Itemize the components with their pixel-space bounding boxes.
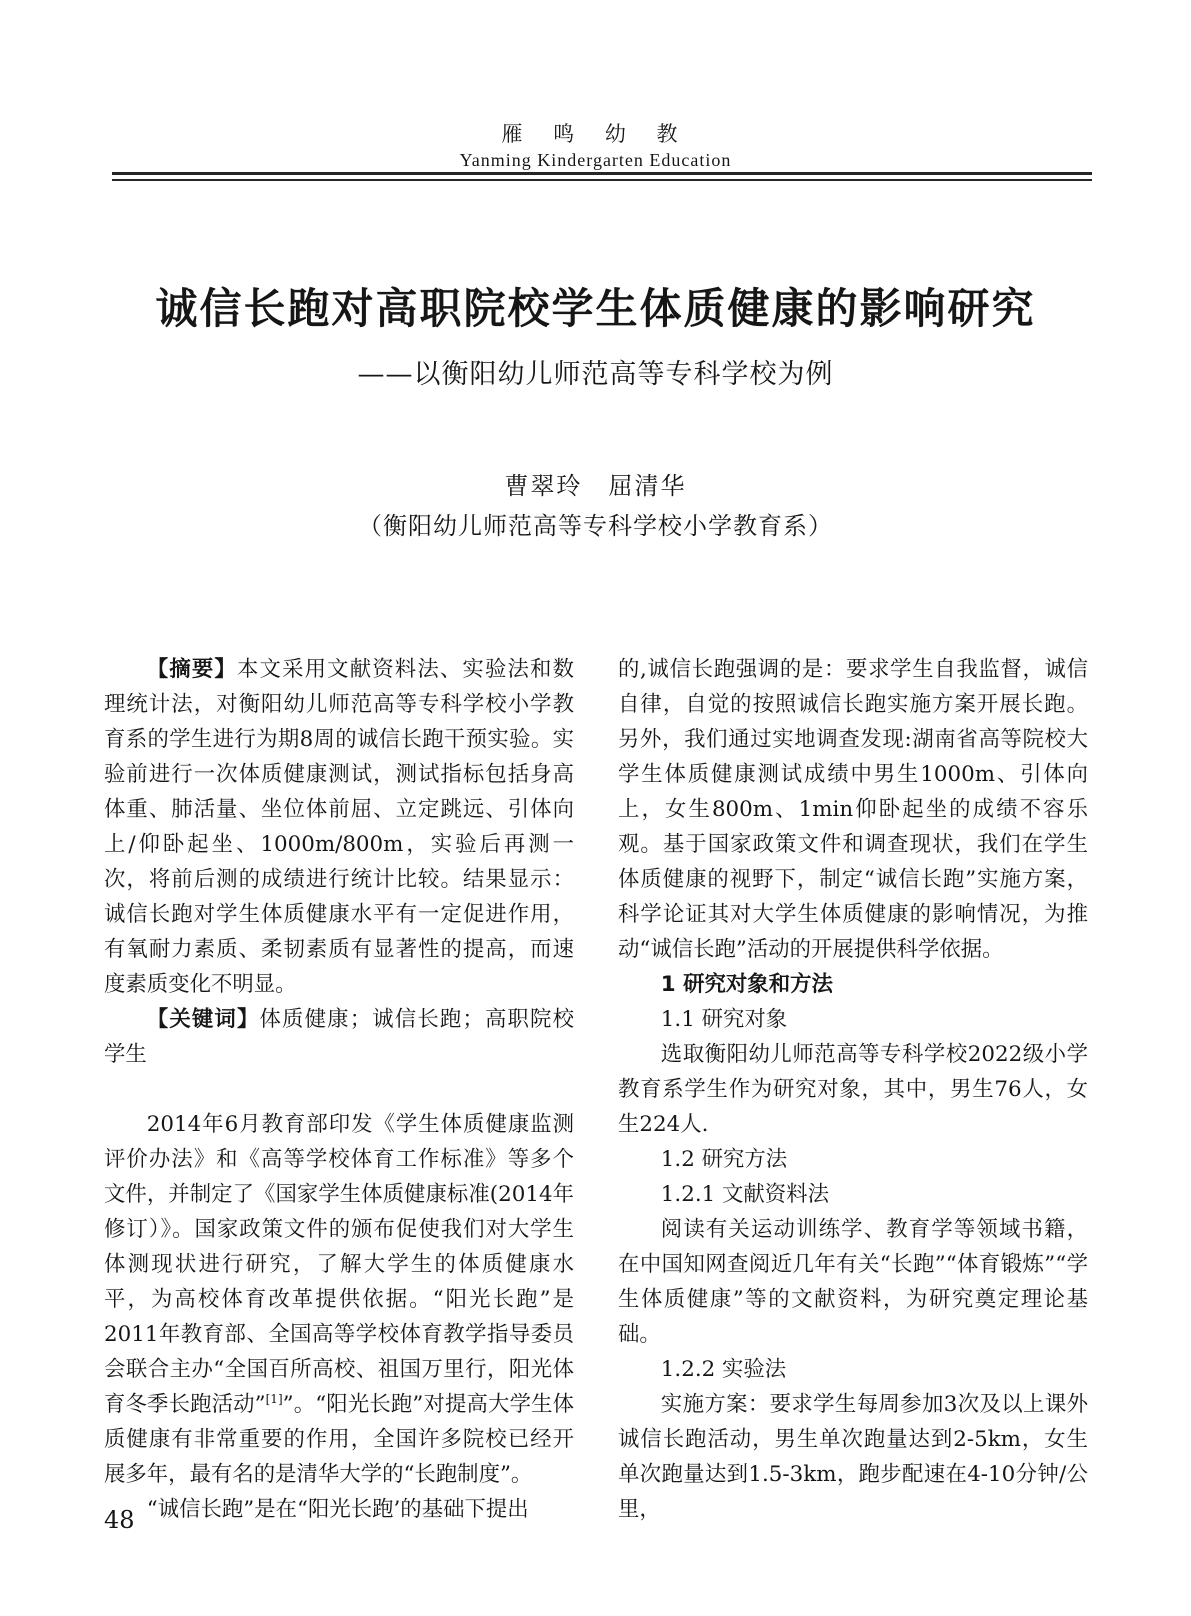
continuation-paragraph: 的,诚信长跑强调的是：要求学生自我监督，诚信自律，自觉的按照诚信长跑实施方案开展长跑。另外，我们通过实地调查发现:湖南省高等院校大学生体质健康测试成绩中男生1000m、引体向上，女生800m、1min仰卧起坐的成绩不容乐观。基于国家政策文件和调查现状，我们在学生体质健康的视野下，制定“诚信长跑”实施方案，科学论证其对大学生体质健康的影响情况，为推动“诚信长跑”活动的开展提供科学依据。 xyxy=(618,657,1088,962)
subsection-heading-1-2-2: 1.2.2 实验法 xyxy=(660,1357,787,1382)
header-double-rule xyxy=(112,172,1092,181)
subsection-heading-1-2: 1.2 研究方法 xyxy=(660,1147,788,1172)
article-subtitle: ——以衡阳幼儿师范高等专科学校为例 xyxy=(357,359,834,390)
article-title: 诚信长跑对高职院校学生体质健康的影响研究 xyxy=(155,284,1036,333)
abstract-label: 【摘要】 xyxy=(146,657,237,682)
intro-paragraph-2: “诚信长跑”是在“阳光长跑’的基础下提出 xyxy=(146,1497,529,1522)
abstract-paragraph xyxy=(104,652,574,1002)
authors: 曹翠玲 屈清华 xyxy=(504,472,687,500)
journal-title-cn: 雁 鸣 幼 教 xyxy=(501,122,690,146)
intro-paragraph-1-rest: ”。“阳光长跑”对提高大学生体质健康有非常重要的作用，全国许多院校已经开展多年，最有名的是清华大学的“长跑制度”。 xyxy=(104,1392,575,1487)
affiliation: （衡阳幼儿师范高等专科学校小学教育系） xyxy=(358,512,833,540)
citation-ref-1: [1] xyxy=(265,1391,283,1406)
page-number: 48 xyxy=(104,1506,135,1534)
keywords-paragraph xyxy=(104,1002,574,1072)
article-body xyxy=(104,652,1088,1527)
journal-running-head xyxy=(0,118,1191,171)
right-column xyxy=(618,652,1088,1527)
section-heading-1: 1 研究对象和方法 xyxy=(660,972,833,997)
experiment-paragraph: 实施方案：要求学生每周参加3次及以上课外诚信长跑活动，男生单次跑量达到2-5km，女生单次跑量达到1.5-3km，跑步配速在4-10分钟/公里， xyxy=(618,1392,1088,1522)
journal-title-en: Yanming Kindergarten Education xyxy=(459,150,732,170)
intro-paragraph-1-text: 2014年6月教育部印发《学生体质健康监测评价办法》和《高等学校体育工作标准》等多个文件，并制定了《国家学生体质健康标准(2014年修订）》。国家政策文件的颁布促使我们对大学生体测现状进行研究，了解大学生的体质健康水平，为高校体育改革提供依据。“阳光长跑”是2011年教育部、全国高等学校体育教学指导委员会联合主办“全国百所高校、祖国万里行，阳光体育冬季长跑活动” xyxy=(104,1112,574,1417)
subsection-heading-1-1: 1.1 研究对象 xyxy=(660,1007,788,1032)
intro-paragraph-1 xyxy=(104,1107,574,1492)
left-column xyxy=(104,652,574,1527)
literature-paragraph: 阅读有关运动训练学、教育学等领域书籍，在中国知网查阅近几年有关“长跑”“体育锻炼”“学生体质健康”等的文献资料，为研究奠定理论基础。 xyxy=(618,1217,1088,1347)
subsection-heading-1-2-1: 1.2.1 文献资料法 xyxy=(660,1182,829,1207)
subjects-paragraph: 选取衡阳幼儿师范高等专科学校2022级小学教育系学生作为研究对象，其中，男生76人，女生224人. xyxy=(618,1042,1088,1137)
keywords-text: 体质健康；诚信长跑；高职院校学生 xyxy=(104,1007,574,1067)
keywords-label: 【关键词】 xyxy=(146,1007,260,1032)
abstract-text: 本文采用文献资料法、实验法和数理统计法，对衡阳幼儿师范高等专科学校小学教育系的学生进行为期8周的诚信长跑干预实验。实验前进行一次体质健康测试，测试指标包括身高体重、肺活量、坐位体前屈、立定跳远、引体向上/仰卧起坐、1000m/800m，实验后再测一次，将前后测的成绩进行统计比较。结果显示：诚信长跑对学生体质健康水平有一定促进作用，有氧耐力素质、柔韧素质有显著性的提高，而速度素质变化不明显。 xyxy=(104,657,574,997)
